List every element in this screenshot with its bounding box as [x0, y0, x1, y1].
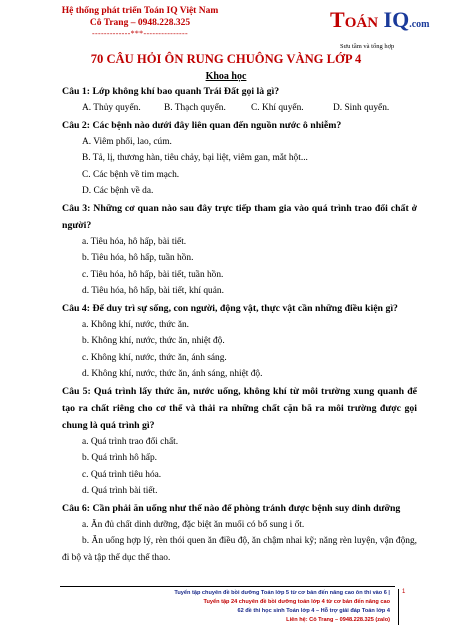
option: A. Viêm phổi, lao, cúm. — [82, 136, 172, 147]
option: B. Thạch quyển. — [164, 103, 226, 113]
option: D. Sinh quyển. — [333, 103, 390, 113]
option: C. Khí quyển. — [251, 103, 304, 113]
option: b. Ăn uống hợp lý, rèn thói quen ăn điều độ, ăn chậm nhai kỹ; năng rèn luyện, vận động, đi bộ và tập thể dục thể thao. — [62, 536, 417, 563]
option: d. Không khí, nước, thức ăn, ánh sáng, nhiệt độ. — [82, 369, 263, 379]
option: c. Tiêu hóa, hô hấp, bài tiết, tuần hồn. — [82, 269, 224, 280]
question-list — [62, 83, 417, 566]
option: d. Tiêu hóa, hô hấp, bài tiết, khí quản. — [82, 286, 224, 296]
footer — [60, 589, 390, 625]
option: a. Không khí, nước, thức ăn. — [82, 319, 190, 330]
option: A. Thủy quyển. — [82, 103, 141, 113]
footer-link-3[interactable]: 62 đề thi học sinh Toán lớp 4 – Hỗ trợ giải đáp Toán lớp 4 — [237, 608, 390, 614]
page-number: 1 — [398, 589, 410, 625]
option: b. Tiêu hóa, hô hấp, tuần hồn. — [82, 253, 194, 263]
subject-heading: Khoa học — [205, 71, 247, 82]
logo — [330, 6, 430, 50]
logo-wordmark: TOÁN IQ.com — [330, 7, 430, 32]
question-3: Câu 3: Những cơ quan nào sau đây trực tiếp tham gia vào quá trình trao đổi chất ở người? — [62, 202, 417, 231]
option: D. Các bệnh về da. — [82, 186, 154, 196]
question-1: Câu 1: Lớp không khí bao quanh Trái Đất gọi là gì? — [62, 86, 280, 97]
option: d. Quá trình bài tiết. — [82, 486, 158, 496]
option: C. Các bệnh về tim mạch. — [82, 169, 180, 180]
logo-tagline: Sưu tầm và tổng hợp — [340, 43, 395, 50]
question-5: Câu 5: Quá trình lấy thức ăn, nước uống, không khí từ môi trường xung quanh để tạo ra chất riêng cho cơ thể và thải ra những chất cặn bã ra môi trường được gọi chung là quá trình gì? — [62, 385, 417, 431]
header-line-1: Hệ thống phát triển Toán IQ Việt Nam — [61, 6, 219, 16]
option: b. Không khí, nước, thức ăn, nhiệt độ. — [82, 336, 225, 346]
footer-link-2[interactable]: Tuyển tập 24 chuyên đề bồi dưỡng toán lớp 4 từ cơ bản đến nâng cao — [203, 599, 390, 605]
header-divider: -------------***--------------- — [92, 29, 188, 38]
page-title: 70 CÂU HỎI ÔN RUNG CHUÔNG VÀNG LỚP 4 — [90, 52, 362, 66]
question-4: Câu 4: Để duy trì sự sống, con người, động vật, thực vật cần những điều kiện gì? — [62, 302, 398, 314]
footer-contact: Liên hệ: Cô Trang – 0948.228.325 (zalo) — [286, 617, 390, 623]
option: a. Ăn đủ chất dinh dưỡng, đặc biệt ăn muối có bổ sung i ốt. — [82, 519, 305, 530]
option: c. Không khí, nước, thức ăn, ánh sáng. — [82, 352, 227, 363]
footer-link-1[interactable]: Tuyển tập chuyên đề bồi dưỡng Toán lớp 5 từ cơ bản đến nâng cao ôn thi vào 6 | — [174, 590, 390, 596]
question-1-options — [62, 100, 417, 117]
option: c. Quá trình tiêu hóa. — [82, 469, 162, 480]
header-line-2: Cô Trang – 0948.228.325 — [89, 18, 191, 28]
header-brand — [40, 5, 240, 38]
question-6: Câu 6: Cần phải ăn uống như thế nào để phòng tránh được bệnh suy dinh dưỡng — [62, 502, 401, 514]
option: a. Quá trình trao đổi chất. — [82, 436, 179, 447]
footer-divider — [60, 586, 395, 587]
option: b. Quá trình hô hấp. — [82, 453, 157, 463]
option: a. Tiêu hóa, hô hấp, bài tiết. — [82, 236, 187, 247]
question-2: Câu 2: Các bệnh nào dưới đây liên quan đến nguồn nước ô nhiễm? — [62, 119, 342, 131]
option: B. Tả, lị, thương hàn, tiêu chảy, bại liệt, viêm gan, mắt hột... — [82, 153, 308, 163]
